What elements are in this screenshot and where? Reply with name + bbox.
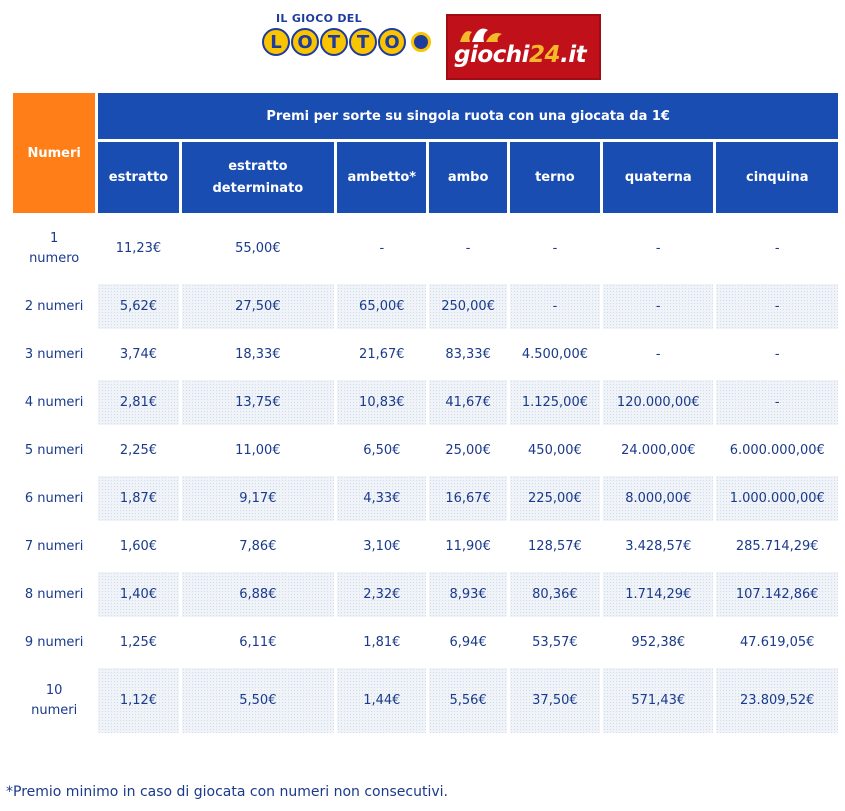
table-row xyxy=(13,620,838,665)
row-label xyxy=(13,668,95,733)
column-header-text: estratto xyxy=(108,169,169,185)
prize-cell: - xyxy=(716,380,838,425)
prize-cell: 16,67€ xyxy=(429,476,506,521)
prize-cell: 450,00€ xyxy=(528,442,582,458)
prize-cell: - xyxy=(465,240,471,256)
flame-icon xyxy=(458,22,504,44)
prize-cell: 24.000,00€ xyxy=(621,442,696,458)
table-title: Premi per sorte su singola ruota con una giocata da 1€ xyxy=(98,93,838,139)
prize-cell: 571,43€ xyxy=(603,668,713,733)
prize-cell: 5,56€ xyxy=(429,668,506,733)
table-row xyxy=(13,216,838,281)
column-header-text: ambo xyxy=(447,169,489,185)
giochi24-num: 24 xyxy=(529,42,561,68)
prize-cell: 41,67€ xyxy=(429,380,506,425)
prize-cell: 65,00€ xyxy=(337,284,426,329)
row-label-text: 5 numeri xyxy=(24,442,84,458)
prize-cell: - xyxy=(774,346,780,362)
prize-cell: - xyxy=(716,284,838,329)
row-label xyxy=(13,524,95,569)
table-row xyxy=(13,428,838,473)
lotto-letter: T xyxy=(349,28,377,56)
prize-cell: 55,00€ xyxy=(235,240,281,256)
prize-cell: 6.000.000,00€ xyxy=(729,442,825,458)
prize-cell: 6,88€ xyxy=(182,572,335,617)
prize-cell: 18,33€ xyxy=(235,346,281,362)
row-label-text: 2 numeri xyxy=(24,298,84,314)
prize-cell: 4,33€ xyxy=(337,476,426,521)
prize-cell: 80,36€ xyxy=(510,572,600,617)
row-label xyxy=(13,284,95,329)
lotto-letter: T xyxy=(320,28,348,56)
prize-cell: 83,33€ xyxy=(445,346,491,362)
prize-cell: 6,11€ xyxy=(239,634,277,650)
prize-cell: 2,32€ xyxy=(337,572,426,617)
prize-cell: 27,50€ xyxy=(182,284,335,329)
prize-cell: 225,00€ xyxy=(510,476,600,521)
row-label xyxy=(13,572,95,617)
prize-cell: 4.500,00€ xyxy=(521,346,588,362)
prize-cell: - xyxy=(379,240,385,256)
row-label xyxy=(13,476,95,521)
prize-cell: 1,40€ xyxy=(98,572,178,617)
footnote: *Premio minimo in caso di giocata con numeri non consecutivi. xyxy=(6,784,448,800)
column-header xyxy=(716,142,838,213)
prize-cell: 3,74€ xyxy=(119,346,158,362)
row-label xyxy=(13,380,95,425)
row-label-text: 8 numeri xyxy=(24,586,84,602)
column-header-text: estratto xyxy=(228,158,288,174)
prize-cell: 21,67€ xyxy=(359,346,405,362)
prize-cell: 25,00€ xyxy=(445,442,491,458)
prize-cell: 1.714,29€ xyxy=(603,572,713,617)
prize-table xyxy=(10,90,841,736)
column-header xyxy=(429,142,506,213)
prize-cell: 1.125,00€ xyxy=(510,380,600,425)
table-row xyxy=(13,668,838,733)
prize-cell: 7,86€ xyxy=(239,538,277,554)
prize-cell: 6,50€ xyxy=(363,442,401,458)
row-label xyxy=(13,428,95,473)
column-header xyxy=(337,142,426,213)
giochi24-word: giochi xyxy=(454,42,530,68)
row-label-text: numero xyxy=(29,250,80,266)
row-label xyxy=(13,620,95,665)
giochi24-wordmark xyxy=(454,42,586,68)
prize-cell: 2,25€ xyxy=(119,442,158,458)
lotto-logo-caption: IL GIOCO DEL xyxy=(276,12,362,25)
column-header-text: cinquina xyxy=(746,169,809,185)
prize-cell: 3.428,57€ xyxy=(625,538,692,554)
prize-cell: 11,23€ xyxy=(115,240,162,256)
prize-cell: 952,38€ xyxy=(631,634,686,650)
prize-cell: 1.000.000,00€ xyxy=(716,476,838,521)
prize-cell: 6,94€ xyxy=(449,634,487,650)
prize-cell: 1,60€ xyxy=(119,538,158,554)
column-header-text: ambetto* xyxy=(347,169,417,185)
row-label-text: 6 numeri xyxy=(24,490,84,506)
prize-cell: 285.714,29€ xyxy=(735,538,819,554)
row-label-text: 7 numeri xyxy=(24,538,84,554)
row-label-text: numeri xyxy=(31,702,78,718)
prize-cell: - xyxy=(552,240,558,256)
prize-cell: - xyxy=(603,284,713,329)
table-row xyxy=(13,332,838,377)
column-header xyxy=(510,142,600,213)
prize-cell: 1,25€ xyxy=(119,634,158,650)
logo-bar xyxy=(0,0,845,88)
table-row xyxy=(13,284,838,329)
prize-cell: - xyxy=(655,240,661,256)
prize-cell: 107.142,86€ xyxy=(716,572,838,617)
prize-cell: 10,83€ xyxy=(337,380,426,425)
prize-cell: - xyxy=(510,284,600,329)
header-numeri: Numeri xyxy=(13,93,95,213)
prize-cell: 2,81€ xyxy=(98,380,178,425)
prize-cell: 47.619,05€ xyxy=(740,634,815,650)
prize-cell: 11,00€ xyxy=(235,442,281,458)
table-row xyxy=(13,380,838,425)
row-label xyxy=(13,216,95,281)
prize-cell: 250,00€ xyxy=(429,284,506,329)
table-row xyxy=(13,476,838,521)
prize-cell: - xyxy=(774,240,780,256)
prize-cell: 13,75€ xyxy=(182,380,335,425)
lotto-logo-word xyxy=(262,28,431,56)
lotto-letter: O xyxy=(291,28,319,56)
row-label-text: 4 numeri xyxy=(24,394,84,410)
prize-cell: 11,90€ xyxy=(445,538,491,554)
giochi24-logo xyxy=(446,14,601,80)
prize-cell: 3,10€ xyxy=(363,538,401,554)
column-header xyxy=(603,142,713,213)
column-header-text: determinato xyxy=(212,180,304,196)
row-label-text: 1 xyxy=(50,230,59,246)
prize-cell: 8.000,00€ xyxy=(603,476,713,521)
prize-cell: 9,17€ xyxy=(182,476,335,521)
table-row xyxy=(13,572,838,617)
table-row xyxy=(13,524,838,569)
lotto-dot-icon xyxy=(411,32,431,52)
prize-cell: 1,81€ xyxy=(363,634,401,650)
prize-cell: 120.000,00€ xyxy=(603,380,713,425)
row-label-text: 3 numeri xyxy=(24,346,84,362)
lotto-letter: L xyxy=(262,28,290,56)
prize-cell: 1,87€ xyxy=(98,476,178,521)
lotto-logo xyxy=(262,10,420,70)
column-header xyxy=(98,142,178,213)
column-header-text: quaterna xyxy=(624,169,692,185)
row-label xyxy=(13,332,95,377)
prize-cell: 37,50€ xyxy=(510,668,600,733)
prize-cell: 23.809,52€ xyxy=(716,668,838,733)
lotto-letter: O xyxy=(378,28,406,56)
prize-cell: 1,44€ xyxy=(337,668,426,733)
prize-cell: - xyxy=(655,346,661,362)
row-label-text: 10 xyxy=(45,682,63,698)
prize-cell: 53,57€ xyxy=(532,634,578,650)
prize-cell: 5,62€ xyxy=(98,284,178,329)
prize-cell: 5,50€ xyxy=(182,668,335,733)
column-header xyxy=(182,142,335,213)
column-header-text: terno xyxy=(535,169,575,185)
giochi24-suffix: .it xyxy=(560,42,587,68)
row-label-text: 9 numeri xyxy=(24,634,84,650)
prize-cell: 128,57€ xyxy=(528,538,582,554)
prize-cell: 8,93€ xyxy=(429,572,506,617)
prize-cell: 1,12€ xyxy=(98,668,178,733)
